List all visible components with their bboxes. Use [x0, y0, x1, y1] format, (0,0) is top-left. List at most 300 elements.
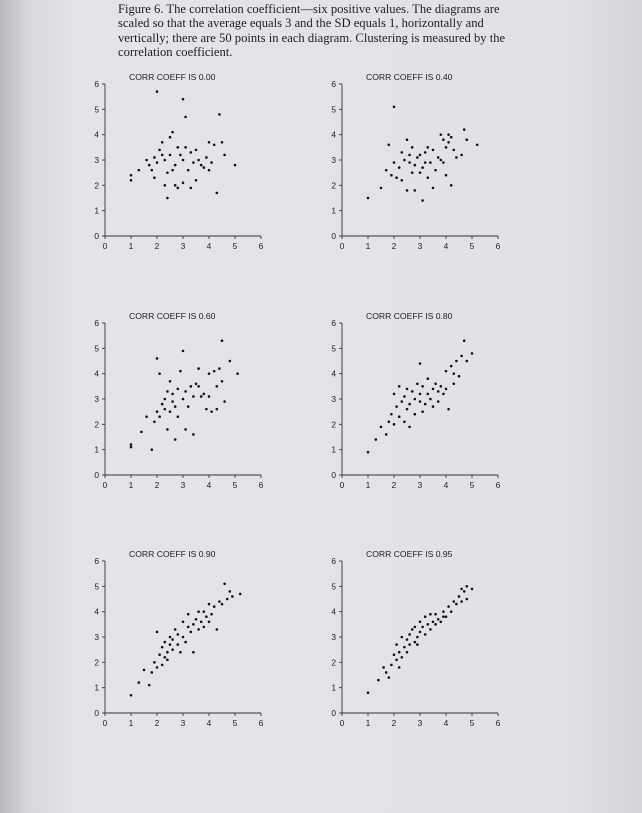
scatter-point [427, 377, 430, 380]
scatter-point [166, 171, 169, 174]
scatter-point [205, 408, 208, 411]
scatter-point [161, 664, 164, 667]
scatter-point [130, 446, 133, 449]
scatter-point [187, 613, 190, 616]
scatter-point [203, 610, 206, 613]
scatter-point [148, 684, 151, 687]
scatter-point [213, 370, 216, 373]
y-tick-label: 0 [331, 231, 336, 241]
scatter-point [401, 400, 404, 403]
scatter-point [182, 636, 185, 639]
scatter-point [171, 400, 174, 403]
x-tick-label: 3 [180, 241, 186, 251]
scatter-point [471, 588, 474, 591]
scatter-point [414, 398, 417, 401]
scatter-point [158, 415, 161, 418]
scatter-point [416, 156, 419, 159]
scatter-point [184, 428, 187, 431]
scatter-point [158, 653, 161, 656]
y-tick-label: 4 [331, 368, 336, 379]
scatter-point [197, 367, 200, 370]
x-tick-label: 1 [128, 718, 134, 728]
scatter-point [403, 395, 406, 398]
scatter-point [408, 403, 411, 406]
y-tick-label: 6 [331, 318, 336, 328]
scatter-point [174, 184, 177, 187]
y-tick-label: 4 [331, 606, 336, 617]
scatter-point [166, 390, 169, 393]
scatter-point [208, 169, 211, 172]
scatter-point [395, 176, 398, 179]
scatter-point [190, 631, 193, 634]
scatter-point [434, 623, 437, 626]
scatter-point [424, 633, 427, 636]
scatter-point [156, 631, 159, 634]
scatter-point [184, 116, 187, 119]
scatter-point [143, 669, 146, 672]
x-tick-label: 2 [391, 718, 397, 728]
scatter-point [380, 426, 383, 429]
scatter-point [424, 615, 427, 618]
scatter-point [429, 398, 432, 401]
scatter-point [406, 408, 409, 411]
scatter-point [158, 149, 161, 152]
scatter-point [466, 138, 469, 141]
y-tick-label: 3 [331, 155, 336, 165]
scatter-point [177, 633, 180, 636]
scatter-point [463, 128, 466, 131]
scatter-point [151, 169, 154, 172]
scatter-point [221, 380, 224, 383]
scatter-point [437, 400, 440, 403]
scatter-point [401, 151, 404, 154]
x-tick-label: 2 [154, 241, 160, 251]
chart-title: CORR COEFF IS 0.80 [366, 311, 453, 321]
scatter-point [231, 595, 234, 598]
scatter-point [221, 339, 224, 342]
scatter-point [393, 106, 396, 109]
x-tick-label: 6 [495, 480, 501, 490]
scatter-point [406, 388, 409, 391]
scatter-point [408, 633, 411, 636]
y-tick-label: 6 [331, 556, 336, 566]
y-tick-label: 1 [94, 205, 99, 216]
figure-caption [118, 2, 528, 60]
y-tick-label: 5 [331, 581, 336, 592]
scatter-point [177, 146, 180, 149]
scatter-point [218, 600, 221, 603]
scatter-point [445, 615, 448, 618]
scatter-point [190, 385, 193, 388]
scatter-point [455, 360, 458, 363]
y-tick-label: 0 [94, 231, 99, 241]
chart-title: CORR COEFF IS 0.40 [366, 72, 453, 82]
scatter-point [414, 626, 417, 629]
x-tick-label: 2 [154, 718, 160, 728]
scatter-point [203, 166, 206, 169]
scatter-point [179, 370, 182, 373]
scatter-point [466, 360, 469, 363]
scatter-point [411, 390, 414, 393]
y-tick-label: 5 [94, 581, 99, 592]
scatter-point [445, 174, 448, 177]
scatter-point [187, 626, 190, 629]
scatter-point [416, 383, 419, 386]
y-tick-label: 0 [331, 470, 336, 480]
scatter-point [179, 154, 182, 157]
x-tick-label: 6 [258, 241, 264, 251]
scatter-point [437, 390, 440, 393]
scatter-point [210, 161, 213, 164]
scatter-point [187, 169, 190, 172]
scatter-point [395, 643, 398, 646]
scatter-point [195, 149, 198, 152]
scatter-point [442, 393, 445, 396]
scatter-point [208, 621, 211, 624]
scatter-point [406, 189, 409, 192]
scatter-point [411, 146, 414, 149]
scatter-point [239, 593, 242, 596]
scatter-point [156, 666, 159, 669]
scatter-point [440, 159, 443, 162]
scatter-point [213, 605, 216, 608]
scatter-point [156, 357, 159, 360]
scatter-point [398, 666, 401, 669]
scatter-point [184, 146, 187, 149]
scatter-point [421, 199, 424, 202]
scatter-point [234, 164, 237, 167]
scatter-point [424, 161, 427, 164]
scatter-point [398, 166, 401, 169]
scatter-point [427, 146, 430, 149]
scatter-point [453, 383, 456, 386]
scatter-point [166, 197, 169, 200]
scatter-point [445, 146, 448, 149]
scatter-point [148, 164, 151, 167]
scatter-point [382, 666, 385, 669]
y-tick-label: 6 [331, 79, 336, 89]
x-tick-label: 0 [102, 480, 108, 490]
x-tick-label: 5 [232, 241, 238, 251]
scatter-point [463, 339, 466, 342]
scatter-point [171, 131, 174, 134]
scatter-point [169, 643, 172, 646]
scatter-point [388, 421, 391, 424]
scatter-point [182, 182, 185, 185]
scatter-point [406, 138, 409, 141]
y-tick-label: 1 [94, 682, 99, 693]
scatter-point [221, 141, 224, 144]
scatter-point [437, 156, 440, 159]
scatter-point [442, 610, 445, 613]
scatter-point [411, 171, 414, 174]
scatter-point [203, 393, 206, 396]
scatter-point [434, 169, 437, 172]
scatter-point [388, 676, 391, 679]
scatter-point [419, 154, 422, 157]
scatter-point [367, 691, 370, 694]
scatter-point [192, 651, 195, 654]
scatter-point [179, 651, 182, 654]
scatter-point [442, 615, 445, 618]
x-tick-label: 5 [469, 480, 475, 490]
scatter-point [447, 133, 450, 136]
scatter-point [463, 590, 466, 593]
x-tick-label: 4 [443, 241, 449, 251]
chart-title: CORR COEFF IS 0.00 [129, 72, 216, 82]
scatter-point [421, 166, 424, 169]
scatter-point [164, 184, 167, 187]
scatter-point [169, 154, 172, 157]
scatter-point [395, 659, 398, 662]
scatter-point [208, 395, 211, 398]
scatter-point [182, 98, 185, 101]
scatter-point [197, 610, 200, 613]
scatter-panel-2 [317, 68, 507, 258]
scatter-point [195, 179, 198, 182]
scatter-point [442, 138, 445, 141]
scatter-point [419, 631, 422, 634]
scatter-point [177, 643, 180, 646]
scatter-point [151, 448, 154, 451]
scatter-point [440, 621, 443, 624]
scatter-point [406, 651, 409, 654]
scatter-point [221, 603, 224, 606]
scatter-point [429, 161, 432, 164]
scatter-point [153, 176, 156, 179]
scatter-point [406, 638, 409, 641]
scatter-point [161, 141, 164, 144]
scatter-point [447, 408, 450, 411]
scatter-point [460, 154, 463, 157]
scatter-point [416, 643, 419, 646]
scatter-point [153, 661, 156, 664]
scatter-point [164, 408, 167, 411]
scatter-point [177, 415, 180, 418]
x-tick-label: 5 [232, 480, 238, 490]
y-tick-label: 2 [94, 180, 99, 191]
scatter-point [398, 651, 401, 654]
scatter-point [401, 179, 404, 182]
scatter-point [151, 671, 154, 674]
scatter-point [429, 628, 432, 631]
scatter-point [453, 600, 456, 603]
scatter-point [192, 433, 195, 436]
scatter-point [408, 154, 411, 157]
x-tick-label: 5 [469, 718, 475, 728]
y-tick-label: 5 [331, 343, 336, 354]
scatter-point [164, 656, 167, 659]
scatter-point [174, 164, 177, 167]
scatter-point [403, 159, 406, 162]
scatter-point [460, 600, 463, 603]
scatter-point [390, 413, 393, 416]
scatter-point [408, 426, 411, 429]
scatter-point [182, 350, 185, 353]
y-tick-label: 1 [94, 444, 99, 455]
scatter-point [174, 405, 177, 408]
y-tick-label: 6 [94, 556, 99, 566]
x-tick-label: 1 [365, 241, 371, 251]
y-tick-label: 2 [331, 657, 336, 668]
scatter-point [450, 610, 453, 613]
x-tick-label: 6 [258, 718, 264, 728]
scatter-point [471, 352, 474, 355]
scatter-point [398, 415, 401, 418]
scatter-point [414, 189, 417, 192]
scatter-point [375, 438, 378, 441]
scatter-point [164, 641, 167, 644]
scatter-point [385, 671, 388, 674]
scatter-point [205, 156, 208, 159]
scatter-panel-5 [80, 545, 270, 735]
scatter-point [174, 438, 177, 441]
scatter-point [171, 648, 174, 651]
scatter-point [445, 388, 448, 391]
scatter-point [192, 395, 195, 398]
scatter-point [419, 171, 422, 174]
scatter-point [393, 393, 396, 396]
x-tick-label: 0 [102, 718, 108, 728]
scatter-point [161, 154, 164, 157]
scatter-point [145, 415, 148, 418]
y-tick-label: 5 [94, 104, 99, 115]
scatter-point [171, 169, 174, 172]
x-tick-label: 3 [417, 480, 423, 490]
scatter-point [182, 621, 185, 624]
scatter-point [138, 681, 141, 684]
x-tick-label: 1 [365, 480, 371, 490]
x-tick-label: 4 [443, 480, 449, 490]
y-tick-label: 1 [331, 444, 336, 455]
scatter-point [440, 133, 443, 136]
scatter-point [476, 144, 479, 147]
scatter-point [377, 679, 380, 682]
scatter-point [197, 628, 200, 631]
scatter-point [200, 395, 203, 398]
x-tick-label: 3 [180, 718, 186, 728]
scatter-point [385, 433, 388, 436]
x-tick-label: 4 [206, 480, 212, 490]
x-tick-label: 5 [232, 718, 238, 728]
scatter-point [200, 164, 203, 167]
y-tick-label: 0 [94, 708, 99, 718]
scatter-point [161, 646, 164, 649]
scatter-point [169, 136, 172, 139]
scatter-point [393, 161, 396, 164]
x-tick-label: 1 [128, 480, 134, 490]
scatter-point [169, 636, 172, 639]
scatter-point [236, 372, 239, 375]
scatter-point [450, 184, 453, 187]
scatter-point [226, 598, 229, 601]
scatter-point [460, 355, 463, 358]
scatter-point [447, 605, 450, 608]
y-tick-label: 3 [94, 394, 99, 404]
scatter-point [424, 151, 427, 154]
scatter-panel-3 [80, 307, 270, 497]
scatter-point [223, 400, 226, 403]
scatter-point [460, 588, 463, 591]
scatter-point [223, 583, 226, 586]
scatter-point [403, 421, 406, 424]
x-tick-label: 3 [417, 241, 423, 251]
scatter-point [445, 370, 448, 373]
x-tick-label: 0 [339, 241, 345, 251]
scatter-point [427, 623, 430, 626]
scatter-point [210, 410, 213, 413]
y-tick-label: 0 [331, 708, 336, 718]
scatter-point [458, 375, 461, 378]
y-tick-label: 4 [94, 606, 99, 617]
scatter-point [190, 151, 193, 154]
scatter-point [197, 385, 200, 388]
scatter-point [158, 372, 161, 375]
scatter-point [419, 393, 422, 396]
x-tick-label: 0 [339, 480, 345, 490]
scatter-point [466, 598, 469, 601]
scatter-point [421, 385, 424, 388]
scatter-point [424, 403, 427, 406]
y-tick-label: 1 [331, 205, 336, 216]
y-tick-label: 2 [94, 657, 99, 668]
scatter-point [192, 161, 195, 164]
y-tick-label: 0 [94, 470, 99, 480]
scatter-point [419, 362, 422, 365]
x-tick-label: 2 [391, 480, 397, 490]
scatter-point [166, 651, 169, 654]
scatter-point [432, 187, 435, 190]
scatter-point [408, 161, 411, 164]
y-tick-label: 4 [94, 368, 99, 379]
scatter-point [208, 603, 211, 606]
scatter-point [195, 383, 198, 386]
y-tick-label: 5 [94, 343, 99, 354]
scatter-point [229, 590, 232, 593]
scatter-point [190, 187, 193, 190]
scatter-point [432, 621, 435, 624]
y-tick-label: 2 [331, 180, 336, 191]
x-tick-label: 0 [339, 718, 345, 728]
x-tick-label: 2 [154, 480, 160, 490]
scatter-point [210, 613, 213, 616]
x-tick-label: 1 [128, 241, 134, 251]
scatter-point [432, 388, 435, 391]
scatter-point [164, 398, 167, 401]
scatter-point [395, 405, 398, 408]
x-tick-label: 6 [258, 480, 264, 490]
x-tick-label: 6 [495, 718, 501, 728]
scatter-point [138, 169, 141, 172]
x-tick-label: 3 [180, 480, 186, 490]
scatter-point [200, 621, 203, 624]
y-tick-label: 2 [94, 419, 99, 430]
scatter-point [197, 159, 200, 162]
scatter-point [145, 159, 148, 162]
x-tick-label: 2 [391, 241, 397, 251]
scatter-point [455, 603, 458, 606]
scatter-point [166, 428, 169, 431]
scatter-panel-1 [80, 68, 270, 258]
scatter-point [216, 192, 219, 195]
scatter-point [229, 360, 232, 363]
scatter-point [401, 636, 404, 639]
scatter-point [140, 431, 143, 434]
x-tick-label: 3 [417, 718, 423, 728]
scatter-point [216, 628, 219, 631]
y-tick-label: 4 [94, 129, 99, 140]
scatter-panel-4 [317, 307, 507, 497]
